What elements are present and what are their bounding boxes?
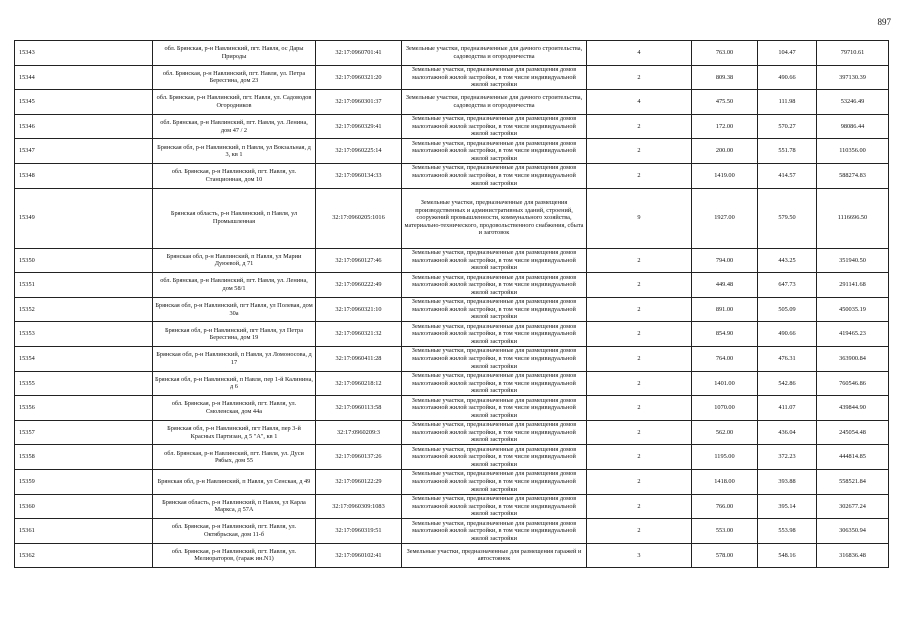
row-number: 15356 [15, 396, 153, 421]
row-address: Брянская обл, р-н Навлинский, пгт Навля, ул Петра Бересгина, дом 19 [153, 322, 316, 347]
row-number: 15361 [15, 519, 153, 544]
row-area: 553.00 [692, 519, 758, 544]
table-row [15, 188, 889, 248]
row-permitted-use: Земельные участки, предназначенные для размещения домов малоэтажной жилой застройки, в том числе индивидуальной жилой застройки [402, 322, 587, 347]
table-row [15, 543, 889, 568]
row-cadastral-number: 32:17:0960113:58 [316, 396, 402, 421]
row-permitted-use: Земельные участки, предназначенные для размещения домов малоэтажной жилой застройки, в том числе индивидуальной жилой застройки [402, 396, 587, 421]
row-permitted-use: Земельные участки, предназначенные для размещения домов малоэтажной жилой застройки, в том числе индивидуальной жилой застройки [402, 494, 587, 519]
row-address: обл. Брянская, р-н Навлинский, пгт. Навля, ул. Смоленская, дом 44а [153, 396, 316, 421]
row-area: 475.50 [692, 90, 758, 115]
row-permitted-use: Земельные участки, предназначенные для дачного строительства, садоводства и огородничества [402, 41, 587, 66]
row-specific-value: 553.98 [758, 519, 817, 544]
row-permitted-use: Земельные участки, предназначенные для размещения домов малоэтажной жилой застройки, в том числе индивидуальной жилой застройки [402, 139, 587, 164]
row-cadastral-number: 32:17:0960127:46 [316, 248, 402, 273]
row-use-group: 2 [587, 65, 692, 90]
row-area: 766.00 [692, 494, 758, 519]
row-address: обл. Брянская, р-н Навлинский, пгт. Навля, ул. Ленина, дом 47 / 2 [153, 114, 316, 139]
row-cadastral-value: 588274.83 [817, 163, 889, 188]
row-permitted-use: Земельные участки, предназначенные для размещения домов малоэтажной жилой застройки, в том числе индивидуальной жилой застройки [402, 297, 587, 322]
table-row [15, 163, 889, 188]
row-number: 15360 [15, 494, 153, 519]
row-cadastral-number: 32:17:0960225:14 [316, 139, 402, 164]
table-row [15, 114, 889, 139]
row-use-group: 2 [587, 469, 692, 494]
row-number: 15352 [15, 297, 153, 322]
row-permitted-use: Земельные участки, предназначенные для размещения домов малоэтажной жилой застройки, в том числе индивидуальной жилой застройки [402, 371, 587, 396]
row-permitted-use: Земельные участки, предназначенные для размещения домов малоэтажной жилой застройки, в том числе индивидуальной жилой застройки [402, 248, 587, 273]
row-permitted-use: Земельные участки, предназначенные для размещения домов малоэтажной жилой застройки, в том числе индивидуальной жилой застройки [402, 65, 587, 90]
row-use-group: 2 [587, 445, 692, 470]
row-cadastral-number: 32:17:0960321:20 [316, 65, 402, 90]
row-cadastral-number: 32:17:0960301:37 [316, 90, 402, 115]
row-cadastral-value: 444814.85 [817, 445, 889, 470]
row-area: 1195.00 [692, 445, 758, 470]
row-use-group: 9 [587, 188, 692, 248]
row-address: Брянская область, р-н Навлинский, п Навля, ул Карла Маркса, д 57А [153, 494, 316, 519]
row-area: 794.00 [692, 248, 758, 273]
row-use-group: 2 [587, 248, 692, 273]
row-specific-value: 570.27 [758, 114, 817, 139]
row-area: 1418.00 [692, 469, 758, 494]
row-address: обл. Брянская, р-н Навлинский, пгт. Навля, ул. Ленина, дом 58/1 [153, 273, 316, 298]
table-row [15, 139, 889, 164]
row-number: 15353 [15, 322, 153, 347]
row-area: 763.00 [692, 41, 758, 66]
row-use-group: 2 [587, 494, 692, 519]
row-specific-value: 372.23 [758, 445, 817, 470]
row-number: 15348 [15, 163, 153, 188]
row-use-group: 4 [587, 90, 692, 115]
row-number: 15350 [15, 248, 153, 273]
row-permitted-use: Земельные участки, предназначенные для размещения домов малоэтажной жилой застройки, в том числе индивидуальной жилой застройки [402, 519, 587, 544]
row-permitted-use: Земельные участки, предназначенные для дачного строительства, садоводства и огородничества [402, 90, 587, 115]
row-number: 15362 [15, 543, 153, 568]
row-use-group: 4 [587, 41, 692, 66]
row-cadastral-number: 32:17:0960205:1016 [316, 188, 402, 248]
row-address: обл. Брянская, р-н Навлинский, пгт. Навля, ос Дары Природы [153, 41, 316, 66]
row-permitted-use: Земельные участки, предназначенные для размещения домов малоэтажной жилой застройки, в том числе индивидуальной жилой застройки [402, 469, 587, 494]
row-cadastral-number: 32:17:0960319:51 [316, 519, 402, 544]
table-row [15, 494, 889, 519]
row-cadastral-number: 32:17:0960309:1083 [316, 494, 402, 519]
row-use-group: 2 [587, 322, 692, 347]
row-cadastral-number: 32:17:0960122:29 [316, 469, 402, 494]
row-area: 1927.00 [692, 188, 758, 248]
row-area: 172.00 [692, 114, 758, 139]
row-cadastral-value: 316836.48 [817, 543, 889, 568]
row-cadastral-value: 53246.49 [817, 90, 889, 115]
table-row [15, 371, 889, 396]
row-cadastral-number: 32:17:0960329:41 [316, 114, 402, 139]
row-cadastral-value: 302677.24 [817, 494, 889, 519]
table-row [15, 445, 889, 470]
cadastral-value-table [14, 40, 889, 568]
row-use-group: 2 [587, 297, 692, 322]
row-cadastral-number: 32:17:0960102:41 [316, 543, 402, 568]
row-use-group: 3 [587, 543, 692, 568]
row-area: 200.00 [692, 139, 758, 164]
row-cadastral-value: 450035.19 [817, 297, 889, 322]
row-number: 15347 [15, 139, 153, 164]
row-specific-value: 548.16 [758, 543, 817, 568]
row-cadastral-number: 32:17:0960218:12 [316, 371, 402, 396]
row-area: 891.00 [692, 297, 758, 322]
row-permitted-use: Земельные участки, предназначенные для размещения домов малоэтажной жилой застройки, в том числе индивидуальной жилой застройки [402, 273, 587, 298]
row-area: 1070.00 [692, 396, 758, 421]
row-number: 15351 [15, 273, 153, 298]
row-use-group: 2 [587, 163, 692, 188]
row-cadastral-value: 419465.23 [817, 322, 889, 347]
row-specific-value: 647.73 [758, 273, 817, 298]
row-address: обл. Брянская, р-н Навлинский, пгт. Навля, ул. Мелиораторов, (гараж ин.N1) [153, 543, 316, 568]
row-cadastral-value: 306350.94 [817, 519, 889, 544]
row-cadastral-value: 351940.50 [817, 248, 889, 273]
row-cadastral-value: 439844.90 [817, 396, 889, 421]
row-specific-value: 393.88 [758, 469, 817, 494]
row-area: 578.00 [692, 543, 758, 568]
row-cadastral-number: 32:17:0960321:32 [316, 322, 402, 347]
row-permitted-use: Земельные участки, предназначенные для размещения домов малоэтажной жилой застройки, в том числе индивидуальной жилой застройки [402, 346, 587, 371]
table-row [15, 346, 889, 371]
row-cadastral-value: 363900.84 [817, 346, 889, 371]
row-address: Брянская обл, р-н Навлинский, пгт Навля, пер 3-й Красных Партизан, д 5 "А", кв 1 [153, 420, 316, 445]
table-row [15, 273, 889, 298]
row-address: Брянская обл, р-н Навлинский, п Навля, ул Ломоносова, д 17 [153, 346, 316, 371]
table-row [15, 396, 889, 421]
row-area: 764.00 [692, 346, 758, 371]
table-row [15, 519, 889, 544]
row-use-group: 2 [587, 519, 692, 544]
row-permitted-use: Земельные участки, предназначенные для размещения домов малоэтажной жилой застройки, в том числе индивидуальной жилой застройки [402, 420, 587, 445]
page-number: 897 [877, 17, 891, 27]
row-permitted-use: Земельные участки, предназначенные для размещения домов малоэтажной жилой застройки, в том числе индивидуальной жилой застройки [402, 163, 587, 188]
row-number: 15357 [15, 420, 153, 445]
row-specific-value: 111.98 [758, 90, 817, 115]
row-cadastral-number: 32:17:0960701:41 [316, 41, 402, 66]
row-cadastral-value: 1116696.50 [817, 188, 889, 248]
row-address: обл. Брянская, р-н Навлинский, пгт. Навля, ул. Станционная, дом 10 [153, 163, 316, 188]
row-number: 15344 [15, 65, 153, 90]
row-specific-value: 443.25 [758, 248, 817, 273]
row-number: 15354 [15, 346, 153, 371]
row-specific-value: 414.57 [758, 163, 817, 188]
table-row [15, 297, 889, 322]
row-specific-value: 104.47 [758, 41, 817, 66]
row-permitted-use: Земельные участки, предназначенные для размещения домов малоэтажной жилой застройки, в том числе индивидуальной жилой застройки [402, 114, 587, 139]
row-specific-value: 490.66 [758, 322, 817, 347]
row-address: Брянская обл, р-н Навлинский, п Навля, ул Вокзальная, д 3, кв 1 [153, 139, 316, 164]
row-cadastral-number: 32:17:0960222:49 [316, 273, 402, 298]
row-number: 15355 [15, 371, 153, 396]
row-cadastral-number: 32:17:0960321:10 [316, 297, 402, 322]
row-number: 15358 [15, 445, 153, 470]
row-area: 449.48 [692, 273, 758, 298]
row-permitted-use: Земельные участки, предназначенные для размещения домов малоэтажной жилой застройки, в том числе индивидуальной жилой застройки [402, 445, 587, 470]
row-cadastral-value: 110356.00 [817, 139, 889, 164]
row-specific-value: 436.04 [758, 420, 817, 445]
row-permitted-use: Земельные участки, предназначенные для размещения производственных и административных зданий, строений, сооружений промышленности, коммунального хозяйства, материально-технического, продовольственного снабжения, сбыта и заготовок [402, 188, 587, 248]
row-cadastral-number: 32:17:0960209:3 [316, 420, 402, 445]
row-use-group: 2 [587, 114, 692, 139]
row-cadastral-value: 291141.68 [817, 273, 889, 298]
row-area: 854.90 [692, 322, 758, 347]
row-area: 809.38 [692, 65, 758, 90]
row-cadastral-value: 397130.39 [817, 65, 889, 90]
row-cadastral-value: 98086.44 [817, 114, 889, 139]
row-cadastral-number: 32:17:0960411:28 [316, 346, 402, 371]
row-cadastral-number: 32:17:0960137:26 [316, 445, 402, 470]
table-row [15, 322, 889, 347]
table-row [15, 90, 889, 115]
table-row [15, 248, 889, 273]
table-row [15, 469, 889, 494]
row-use-group: 2 [587, 273, 692, 298]
row-specific-value: 395.14 [758, 494, 817, 519]
row-number: 15346 [15, 114, 153, 139]
row-area: 1401.00 [692, 371, 758, 396]
row-address: обл. Брянская, р-н Навлинский, пгт. Навля, ул. Октябрьская, дом 11-б [153, 519, 316, 544]
row-address: обл. Брянская, р-н Навлинский, пгт. Навля, ул. Петра Бересгина, дом 23 [153, 65, 316, 90]
row-specific-value: 490.66 [758, 65, 817, 90]
row-use-group: 2 [587, 346, 692, 371]
row-address: обл. Брянская, р-н Навлинский, пгт. Навля, ул. Садоводов Огородников [153, 90, 316, 115]
row-cadastral-value: 760546.86 [817, 371, 889, 396]
row-specific-value: 542.86 [758, 371, 817, 396]
row-specific-value: 411.07 [758, 396, 817, 421]
row-number: 15343 [15, 41, 153, 66]
row-area: 1419.00 [692, 163, 758, 188]
row-cadastral-value: 558521.84 [817, 469, 889, 494]
row-cadastral-value: 79710.61 [817, 41, 889, 66]
row-address: Брянская обл, р-н Навлинский, п Навля, пер 1-й Калинина, д 6 [153, 371, 316, 396]
row-specific-value: 579.50 [758, 188, 817, 248]
table-body [15, 41, 889, 568]
row-use-group: 2 [587, 371, 692, 396]
row-number: 15349 [15, 188, 153, 248]
row-cadastral-value: 245054.48 [817, 420, 889, 445]
table-row [15, 41, 889, 66]
table-row [15, 420, 889, 445]
row-address: обл. Брянская, р-н Навлинский, пгт. Навля, ул. Дуси Рябых, дом 55 [153, 445, 316, 470]
row-address: Брянская обл, р-н Навлинский, пгт Навля, ул Полевая, дом 30а [153, 297, 316, 322]
row-address: Брянская область, р-н Навлинский, п Навля, ул Промышленная [153, 188, 316, 248]
row-use-group: 2 [587, 420, 692, 445]
row-specific-value: 505.09 [758, 297, 817, 322]
row-specific-value: 476.31 [758, 346, 817, 371]
row-use-group: 2 [587, 396, 692, 421]
row-use-group: 2 [587, 139, 692, 164]
row-area: 562.00 [692, 420, 758, 445]
row-number: 15345 [15, 90, 153, 115]
table-row [15, 65, 889, 90]
row-number: 15359 [15, 469, 153, 494]
row-permitted-use: Земельные участки, предназначенные для размещения гаражей и автостоянок [402, 543, 587, 568]
row-address: Брянская обл, р-н Навлинский, п Навля, ул Сенская, д 49 [153, 469, 316, 494]
row-cadastral-number: 32:17:0960134:33 [316, 163, 402, 188]
row-specific-value: 551.78 [758, 139, 817, 164]
row-address: Брянская обл, р-н Навлинский, п Навля, ул Марии Дуюевой, д 71 [153, 248, 316, 273]
